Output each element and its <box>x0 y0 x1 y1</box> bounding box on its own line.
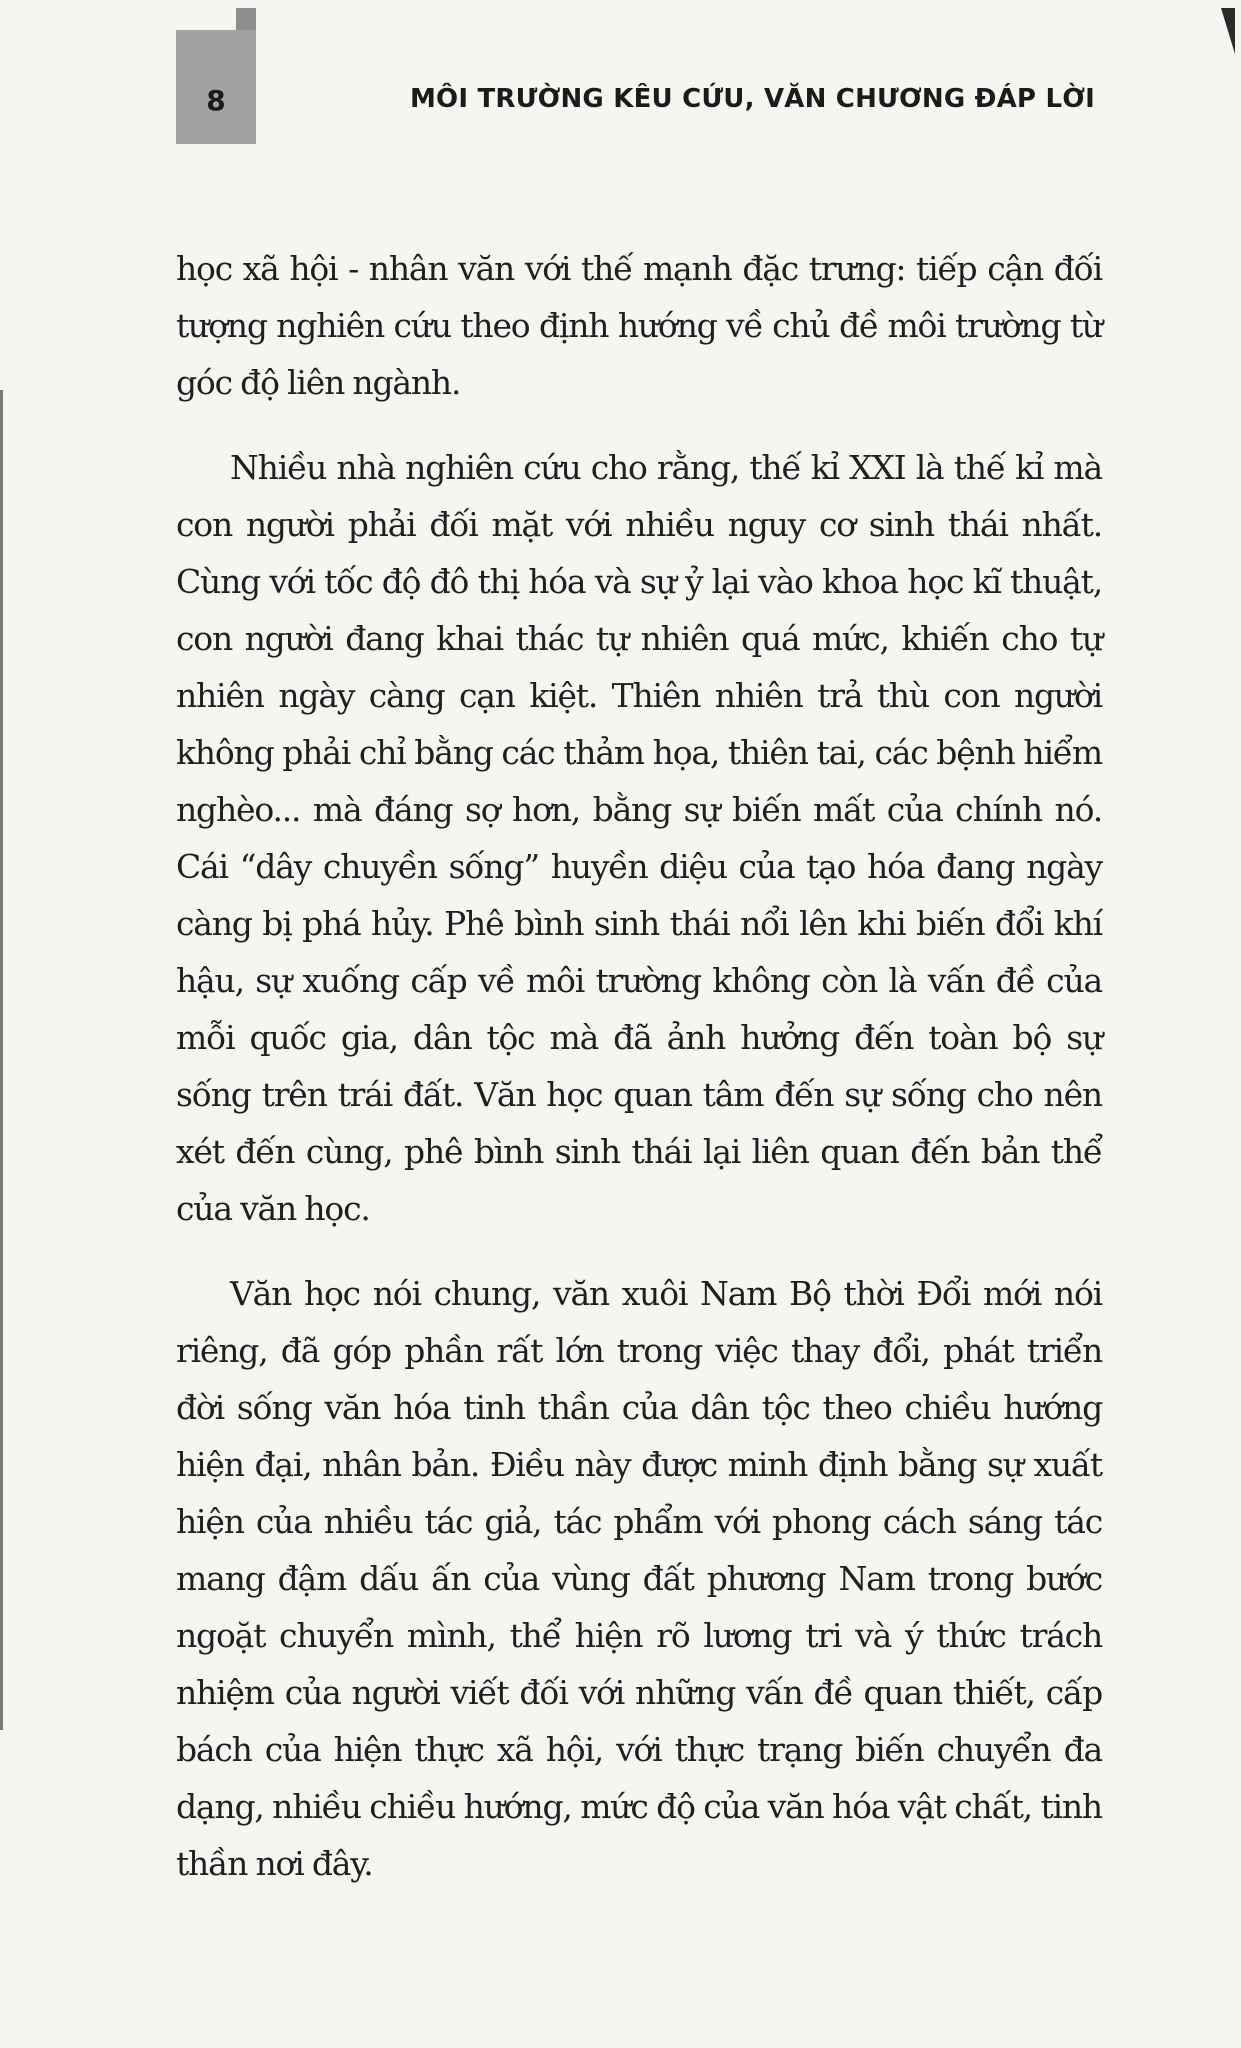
body-text <box>176 240 1102 1920</box>
paragraph-1: học xã hội - nhân văn với thế mạnh đặc trưng: tiếp cận đối tượng nghiên cứu theo định hướng về chủ đề môi trường từ góc độ liên ngành. <box>176 249 1102 402</box>
page-tab-shade <box>236 8 256 30</box>
running-header-title: MÔI TRƯỜNG KÊU CỨU, VĂN CHƯƠNG ĐÁP LỜI <box>409 84 1095 114</box>
binding-edge-line <box>0 390 3 1730</box>
paragraph-2: Nhiều nhà nghiên cứu cho rằng, thế kỉ XXI là thế kỉ mà con người phải đối mặt với nhiều nguy cơ sinh thái nhất. Cùng với tốc độ đô thị hóa và sự ỷ lại vào khoa học kĩ thuật, con người đang khai thác tự nhiên quá mức, khiến cho tự nhiên ngày càng cạn kiệt. Thiên nhiên trả thù con người không phải chỉ bằng các thảm họa, thiên tai, các bệnh hiểm nghèo... mà đáng sợ hơn, bằng sự biến mất của chính nó. Cái “dây chuyền sống” huyền diệu của tạo hóa đang ngày càng bị phá hủy. Phê bình sinh thái nổi lên khi biến đổi khí hậu, sự xuống cấp về môi trường không còn là vấn đề của mỗi quốc gia, dân tộc mà đã ảnh hưởng đến toàn bộ sự sống trên trái đất. Văn học quan tâm đến sự sống cho nên xét đến cùng, phê bình sinh thái lại liên quan đến bản thể của văn học. <box>176 448 1102 1228</box>
page-number: 8 <box>206 84 226 117</box>
paragraph-3: Văn học nói chung, văn xuôi Nam Bộ thời Đổi mới nói riêng, đã góp phần rất lớn trong việc thay đổi, phát triển đời sống văn hóa tinh thần của dân tộc theo chiều hướng hiện đại, nhân bản. Điều này được minh định bằng sự xuất hiện của nhiều tác giả, tác phẩm với phong cách sáng tác mang đậm dấu ấn của vùng đất phương Nam trong bước ngoặt chuyển mình, thể hiện rõ lương tri và ý thức trách nhiệm của người viết đối với những vấn đề quan thiết, cấp bách của hiện thực xã hội, với thực trạng biến chuyển đa dạng, nhiều chiều hướng, mức độ của văn hóa vật chất, tinh thần nơi đây. <box>176 1274 1102 1883</box>
page-corner-mark <box>1221 8 1235 54</box>
page-tab-notch <box>176 8 238 30</box>
